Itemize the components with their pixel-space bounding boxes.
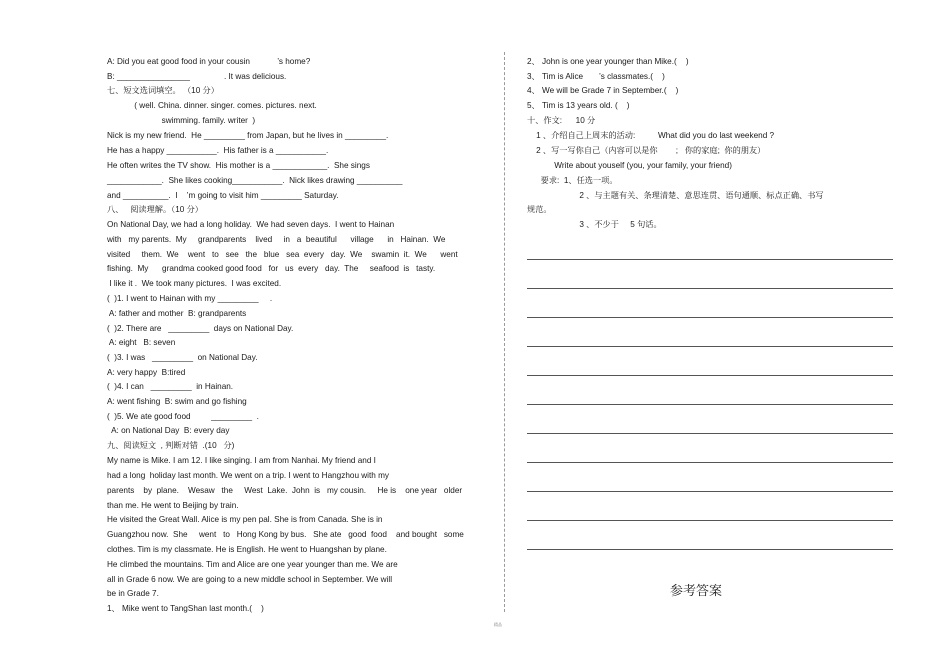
section-heading: 七、短文选词填空。 （10 分） (107, 86, 219, 95)
requirements-line: 要求: 1、任选一项。 (527, 176, 618, 185)
passage-line: Guangzhou now. She went to Hong Kong by bus. She ate good food and bought some (107, 530, 464, 539)
section-heading: 九、阅读短文 , 判断对错 .(10 分) (107, 441, 235, 450)
option-line: A: very happy B:tired (107, 368, 186, 377)
requirements-line: 3 、不少于 5 句话。 (527, 220, 662, 229)
passage-line: than me. He went to Beijing by train. (107, 501, 239, 510)
writing-line (527, 491, 893, 492)
writing-line (527, 346, 893, 347)
writing-line (527, 375, 893, 376)
question-line: ( )5. We ate good food _________ . (107, 412, 259, 421)
writing-line (527, 462, 893, 463)
passage-line: with my parents. My grandparents lived in a beautiful village in Hainan. We (107, 235, 446, 244)
option-line: A: on National Day B: every day (107, 426, 230, 435)
writing-line (527, 288, 893, 289)
prompt-line: 2 、写一写你自己（内容可以是你 ; 你的家庭; 你的朋友） (527, 146, 766, 155)
question-line: ( )2. There are _________ days on National Day. (107, 324, 294, 333)
passage-line: visited them. We went to see the blue sea every day. We swamin it. We went (107, 250, 458, 259)
question-line: 1、 Mike went to TangShan last month.( ) (107, 604, 264, 613)
passage-line: On National Day, we had a long holiday. We had seven days. I went to Hainan (107, 220, 395, 229)
text-line: ____________. She likes cooking___________. Nick likes drawing __________ (107, 176, 403, 185)
requirements-line: 规范。 (527, 205, 552, 214)
question-line: ( )1. I went to Hainan with my _________ . (107, 294, 273, 303)
answer-key-title: 参考答案 (670, 584, 723, 599)
question-line: ( )4. I can _________ in Hainan. (107, 382, 234, 391)
question-line: 2、 John is one year younger than Mike.( ) (527, 57, 689, 66)
passage-line: all in Grade 6 now. We are going to a new middle school in September. We will (107, 575, 393, 584)
word-bank: ( well. China. dinner. singer. comes. pictures. next. (107, 101, 317, 110)
option-line: A: went fishing B: swim and go fishing (107, 397, 247, 406)
writing-line (527, 549, 893, 550)
prompt-line: 1 、介绍自己上周末的活动: What did you do last weekend ? (527, 131, 775, 140)
writing-line (527, 317, 893, 318)
writing-line (527, 259, 893, 260)
passage-line: I like it . We took many pictures. I was excited. (107, 279, 282, 288)
passage-line: parents by plane. Wesaw the West Lake. John is my cousin. He is one year older (107, 486, 463, 495)
text-line: and __________. I ’m going to visit him _________ Saturday. (107, 191, 339, 200)
passage-line: clothes. Tim is my classmate. He is English. He went to Huangshan by plane. (107, 545, 387, 554)
question-line: 5、 Tim is 13 years old. ( ) (527, 101, 630, 110)
question-line: ( )3. I was _________ on National Day. (107, 353, 258, 362)
passage-line: He visited the Great Wall. Alice is my pen pal. She is from Canada. She is in (107, 515, 383, 524)
question-line: 4、 We will be Grade 7 in September.( ) (527, 86, 679, 95)
text-line: Nick is my new friend. He _________ from Japan, but he lives in _________. (107, 131, 389, 140)
option-line: A: eight B: seven (107, 338, 176, 347)
word-bank: swimming. family. writer ) (107, 116, 256, 125)
passage-line: My name is Mike. I am 12. I like singing. I am from Nanhai. My friend and I (107, 456, 376, 465)
writing-line (527, 404, 893, 405)
option-line: A: father and mother B: grandparents (107, 309, 247, 318)
prompt-line: Write about youself (you, your family, your friend) (527, 161, 732, 170)
passage-line: be in Grade 7. (107, 589, 159, 598)
text-line: B: ________________ . It was delicious. (107, 72, 287, 81)
passage-line: fishing. My grandma cooked good food for us every day. The seafood is tasty. (107, 264, 436, 273)
column-divider (504, 52, 505, 612)
page-footer: 精品 (494, 622, 502, 627)
text-line: A: Did you eat good food in your cousin ’s home? (107, 57, 311, 66)
text-line: He has a happy ___________. His father is a ___________. (107, 146, 329, 155)
writing-line (527, 433, 893, 434)
passage-line: had a long holiday last month. We went on a trip. I went to Hangzhou with my (107, 471, 390, 480)
passage-line: He climbed the mountains. Tim and Alice are one year younger than me. We are (107, 560, 398, 569)
question-line: 3、 Tim is Alice ’s classmates.( ) (527, 72, 665, 81)
text-line: He often writes the TV show. His mother is a ____________. She sings (107, 161, 370, 170)
writing-line (527, 520, 893, 521)
requirements-line: 2 、与主题有关、条理清楚、意思连贯、语句通顺、标点正确、书写 (527, 191, 824, 200)
section-heading: 八、 阅读理解。（10 分） (107, 205, 203, 214)
section-heading: 十、作文: 10 分 (527, 116, 596, 125)
